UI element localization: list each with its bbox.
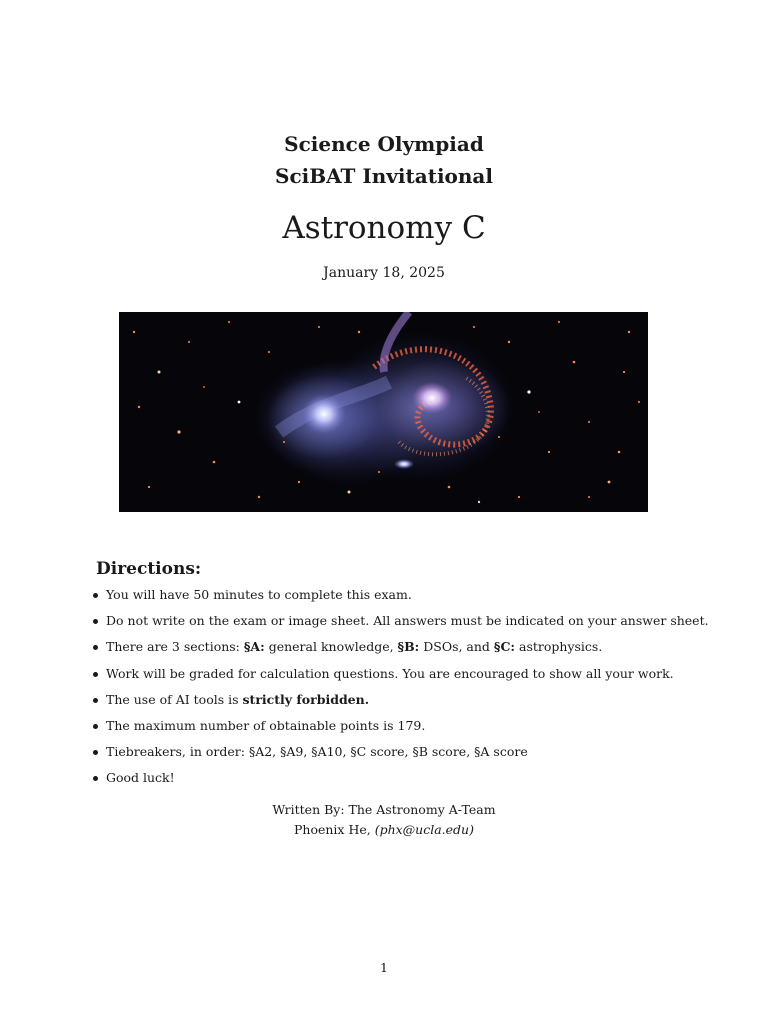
written-by: Written By: The Astronomy A-Team <box>272 802 496 817</box>
galaxy-core-right <box>412 382 452 414</box>
galaxy-core-left <box>302 394 346 434</box>
exam-date: January 18, 2025 <box>323 265 445 281</box>
galaxy-art <box>119 312 648 512</box>
galaxy-image <box>119 312 648 512</box>
list-item: Do not write on the exam or image sheet. All answers must be indicated on your answer sheet. <box>90 611 690 631</box>
author-name: Phoenix He, <box>294 822 375 837</box>
organization-name: Science Olympiad <box>284 132 484 156</box>
list-item: Good luck! <box>90 768 690 788</box>
list-item: Tiebreakers, in order: §A2, §A9, §A10, §C score, §B score, §A score <box>90 742 690 762</box>
directions-heading: Directions: <box>96 559 202 579</box>
page-number: 1 <box>380 960 388 975</box>
directions-list <box>90 585 709 795</box>
list-item: The maximum number of obtainable points is 179. <box>90 716 690 736</box>
list-item: You will have 50 minutes to complete this exam. <box>90 585 690 605</box>
exam-title: Astronomy C <box>282 210 486 246</box>
small-galaxy <box>394 459 414 469</box>
invitational-name: SciBAT Invitational <box>275 164 493 188</box>
author-line <box>0 820 768 840</box>
strict-warning: strictly forbidden. <box>242 691 370 707</box>
list-item: Work will be graded for calculation questions. You are encouraged to show all your work. <box>90 664 690 684</box>
list-item: There are 3 sections: §A: general knowledge, §B: DSOs, and §C: astrophysics. <box>90 637 690 657</box>
author-email: (phx@ucla.edu) <box>374 822 474 837</box>
list-item: The use of AI tools is strictly forbidden. <box>90 690 690 710</box>
